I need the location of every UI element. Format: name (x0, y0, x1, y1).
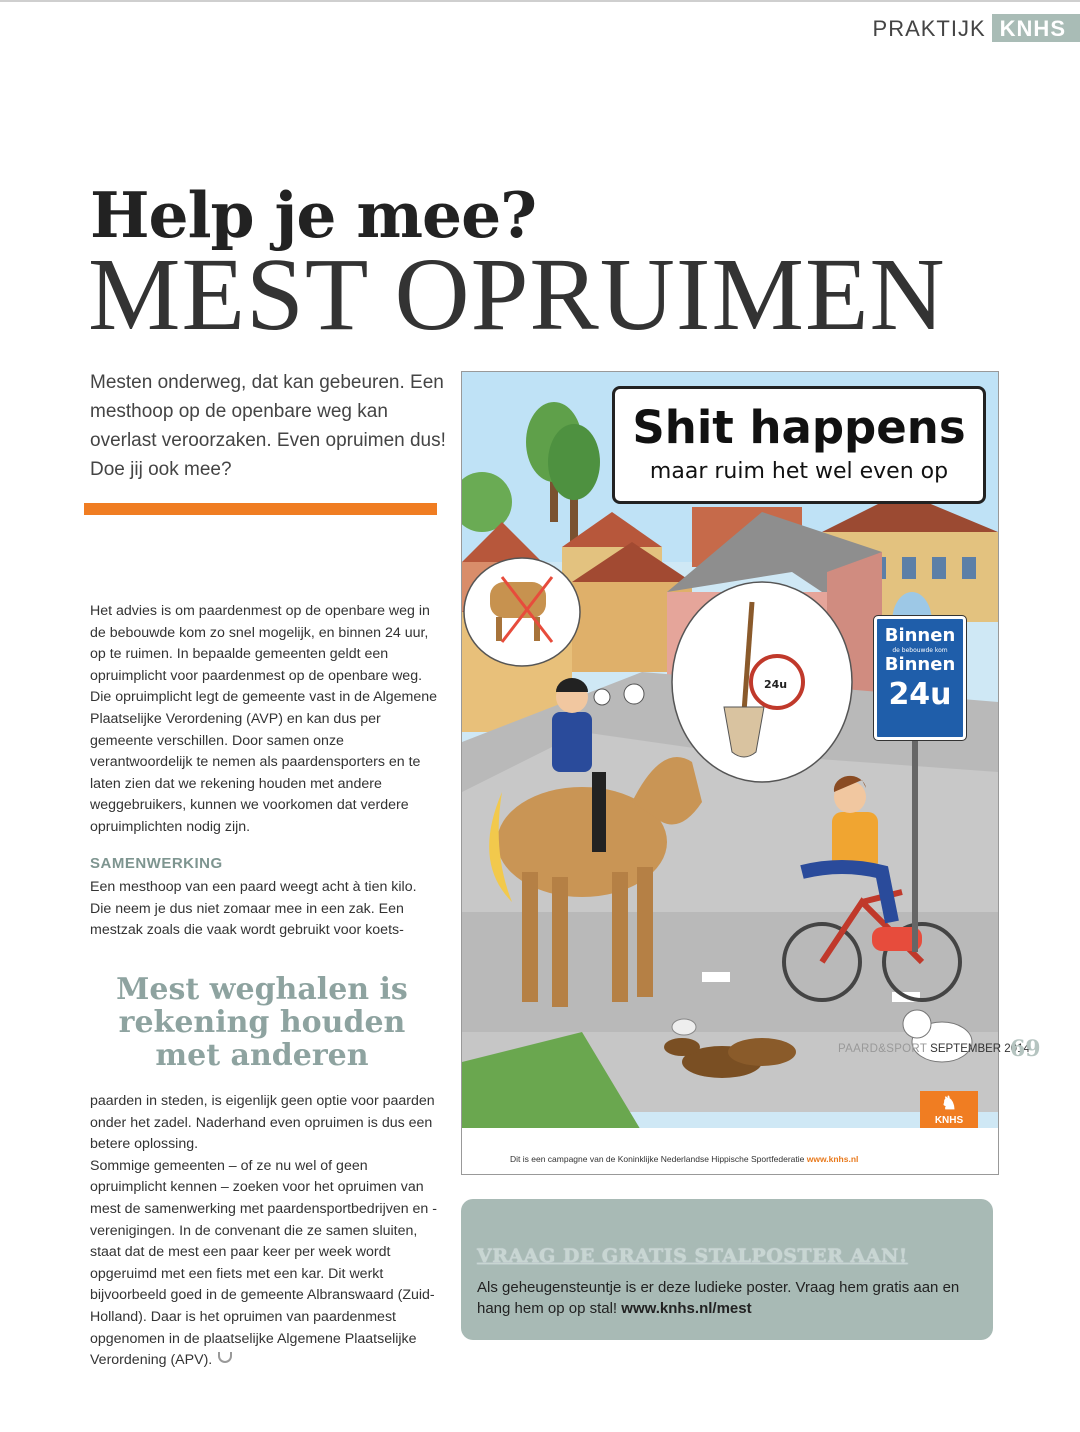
page-number: 69 (1010, 1036, 1041, 1062)
orange-divider (84, 503, 437, 515)
clock-label: 24u (764, 678, 788, 691)
poster-footer-text: Dit is een campagne van de Koninklijke Nederlandse Hippische Sportfederatie (510, 1154, 805, 1164)
intro-text: Mesten onderweg, dat kan gebeuren. Een mesthoop op de openbare weg kan overlast veroorzaken. Even opruimen dus! Doe jij ook mee? (90, 372, 446, 480)
poster-footer (462, 1128, 998, 1174)
section-word: PRAKTIJK (872, 16, 986, 41)
section-badge: KNHS (992, 14, 1080, 42)
article-kicker: Help je mee? (90, 178, 537, 252)
poster-footer-link[interactable]: www.knhs.nl (806, 1154, 859, 1164)
paragraph-text: Sommige gemeenten – of ze nu wel of geen opruimplicht kennen – zoeken voor het opruimen van mest de samenwerking met paardensportbedrijven en -verenigingen. In de convenant die ze samen sluiten, staat dat de mest een paar keer per week wordt opgeruimd met een fiets met een kar. Dit werkt bijvoorbeeld goed in de gemeente Albranswaard (Zuid-Holland). Daar is het opruimen van paardenmest opgenomen in de plaatselijke Algemene Plaatselijke Verordening (APV). (90, 1157, 437, 1369)
road-sign-line-2: de bebouwde kom (892, 647, 948, 654)
body-paragraph-1 (90, 601, 440, 839)
poster-subline: maar ruim het wel even op (649, 459, 949, 484)
paragraph: Een mesthoop van een paard weegt acht à tien kilo. Die neem je dus niet zomaar mee in een zak. Een mestzak zoals die vaak wordt gebruikt voor koets- (90, 879, 417, 939)
body-paragraph-2 (90, 877, 440, 942)
section-tag (873, 14, 1080, 42)
callout-text (477, 1277, 977, 1319)
paragraph (90, 1156, 440, 1372)
page-footer (838, 1043, 1030, 1055)
poster-footer-text-wrap (510, 1154, 858, 1164)
poster-headline: Shit happens (632, 401, 966, 454)
pull-quote: Mest weghalen is rekening houden met anderen (116, 972, 408, 1073)
subheading: SAMENWERKING (90, 855, 223, 872)
magazine-name: PAARD&SPORT (838, 1043, 928, 1055)
road-sign-line-4: 24u (888, 677, 952, 712)
issue-date: SEPTEMBER 2014 (930, 1043, 1030, 1055)
callout-heading: VRAAG DE GRATIS STALPOSTER AAN! (477, 1245, 908, 1267)
knhs-logo-text: KNHS (934, 1115, 964, 1126)
knhs-logo (920, 1091, 978, 1133)
paragraph: paarden in steden, is eigenlijk geen optie voor paarden onder het zadel. Naderhand even opruimen is dus een betere oplossing. (90, 1093, 435, 1153)
road-sign (874, 616, 966, 740)
road-sign-line-3: Binnen (884, 654, 956, 675)
body-paragraph-3 (90, 1091, 440, 1372)
poster-headline-sign (612, 386, 986, 504)
paragraph: Het advies is om paardenmest op de openbare weg in de bebouwde kom zo snel mogelijk, en binnen 24 uur, op te ruimen. In bepaalde gemeenten geldt een opruimplicht voor paardenmest op de openbare weg. Die opruimplicht legt de gemeente vast in de Algemene Plaatselijke Verordening (AVP) en kan dus per gemeente verschillen. Door samen onze verantwoordelijk te nemen als paardensporters en te laten zien dat we rekening houden met andere weggebruikers, kunnen we voorkomen dat verdere opruimplichten nodig zijn. (90, 603, 438, 835)
horseshoe-end-icon (218, 1352, 232, 1363)
road-sign-line-1: Binnen (884, 625, 956, 646)
callout-link[interactable]: www.knhs.nl/mest (621, 1300, 752, 1317)
horse-head-icon: ♞ (940, 1093, 958, 1113)
top-rule (0, 0, 1080, 2)
article-title: MEST OPRUIMEN (88, 237, 946, 352)
callout-body: Als geheugensteuntje is er deze ludieke poster. Vraag hem gratis aan en hang hem op op stal! (477, 1279, 960, 1317)
callout-box (461, 1199, 993, 1340)
